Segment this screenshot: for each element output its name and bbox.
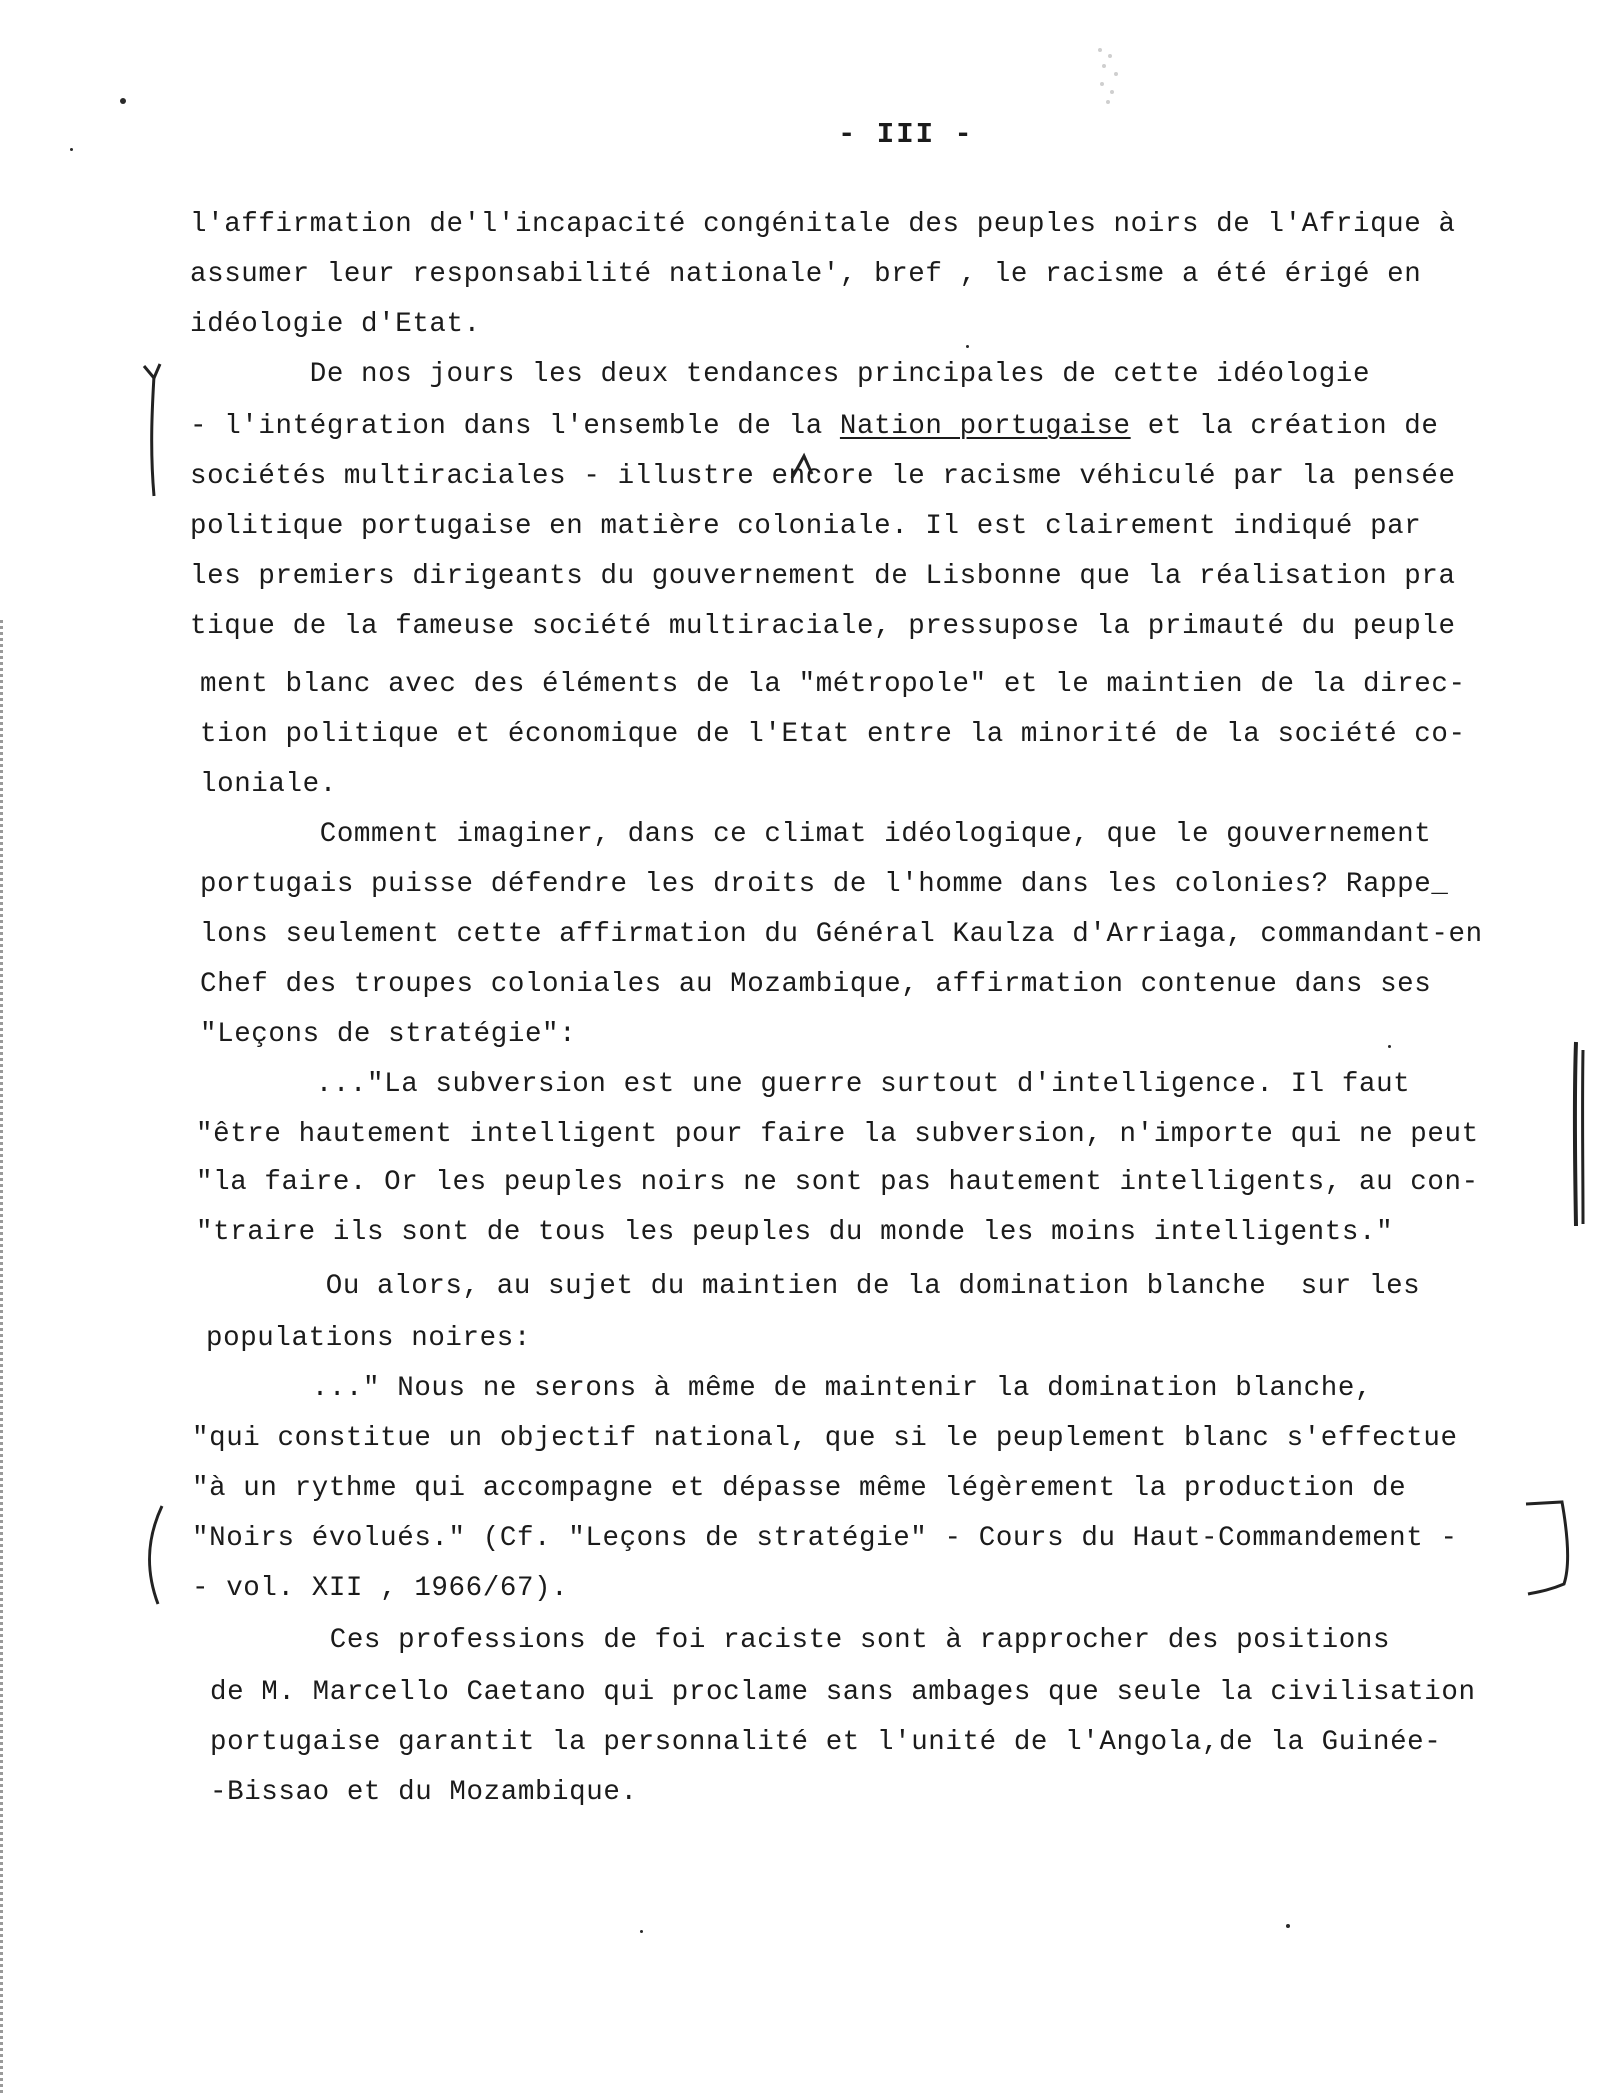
text-line: De nos jours les deux tendances principales de cette idéologie [190,359,1371,390]
text-line: populations noires: [206,1323,531,1354]
text-line [190,410,1439,444]
ink-speck [640,1930,643,1933]
margin-bracket-left-icon [140,360,170,500]
margin-bracket-right-icon [1520,1496,1590,1606]
quote-line: ..."La subversion est une guerre surtout d'intelligence. Il faut [196,1069,1411,1100]
quote-line: "à un rythme qui accompagne et dépasse même légèrement la production de [192,1473,1407,1504]
text-line: Ou alors, au sujet du maintien de la domination blanche sur les [206,1271,1421,1302]
text-line: Ces professions de foi raciste sont à rapprocher des positions [210,1625,1391,1656]
text-line: sociétés multiraciales - illustre encore le racisme véhiculé par la pensée [190,461,1456,492]
quote-line: "qui constitue un objectif national, que si le peuplement blanc s'effectue [192,1423,1458,1454]
text-line: tique de la fameuse société multiraciale, pressupose la primauté du peuple [190,611,1456,642]
text-line: politique portugaise en matière coloniale. Il est clairement indiqué par [190,511,1422,542]
text-line: loniale. [200,769,337,800]
ink-speck [966,345,969,348]
margin-double-bar-icon [1570,1038,1594,1230]
ink-speck [70,148,73,151]
underlined-phrase: Nation portugaise [839,411,1131,442]
text-line: de M. Marcello Caetano qui proclame sans ambages que seule la civilisation [210,1677,1476,1708]
insertion-caret-icon [788,452,818,482]
text-segment: et la création de [1130,411,1439,442]
ink-speck [1388,1045,1391,1048]
text-line: ment blanc avec des éléments de la "métropole" et le maintien de la direc- [200,669,1466,700]
text-line: idéologie d'Etat. [190,309,481,340]
page-number: - III - [838,118,974,151]
scan-edge-artifact [0,620,3,2096]
text-line: assumer leur responsabilité nationale', bref , le racisme a été érigé en [190,259,1422,290]
text-line: Chef des troupes coloniales au Mozambique, affirmation contenue dans ses [200,969,1432,1000]
text-line: portugaise garantit la personnalité et l'unité de l'Angola,de la Guinée- [210,1727,1442,1758]
text-line: l'affirmation de'l'incapacité congénitale des peuples noirs de l'Afrique à [190,209,1456,240]
scan-blot-mark [1090,40,1130,110]
text-line: Comment imaginer, dans ce climat idéologique, que le gouvernement [200,819,1432,850]
text-line: tion politique et économique de l'Etat entre la minorité de la société co- [200,719,1466,750]
margin-paren-left-icon [140,1500,170,1610]
quote-line: "Noirs évolués." (Cf. "Leçons de stratégie" - Cours du Haut-Commandement - [192,1523,1458,1554]
ink-speck [120,98,126,104]
text-segment: - l'intégration dans l'ensemble de la [190,411,840,442]
ink-speck [1286,1924,1290,1928]
quote-line: - vol. XII , 1966/67). [192,1573,569,1604]
quote-line: "la faire. Or les peuples noirs ne sont pas hautement intelligents, au con- [196,1167,1479,1198]
text-line: -Bissao et du Mozambique. [210,1777,638,1808]
quote-line: "traire ils sont de tous les peuples du monde les moins intelligents." [196,1217,1394,1248]
text-line: portugais puisse défendre les droits de l'homme dans les colonies? Rappe_ [200,869,1449,900]
quote-line: ..." Nous ne serons à même de maintenir la domination blanche, [192,1373,1373,1404]
text-line: "Leçons de stratégie": [200,1019,577,1050]
text-line: les premiers dirigeants du gouvernement de Lisbonne que la réalisation pra [190,561,1456,592]
quote-line: "être hautement intelligent pour faire la subversion, n'importe qui ne peut [196,1119,1479,1150]
text-line: lons seulement cette affirmation du Général Kaulza d'Arriaga, commandant-en [200,919,1483,950]
